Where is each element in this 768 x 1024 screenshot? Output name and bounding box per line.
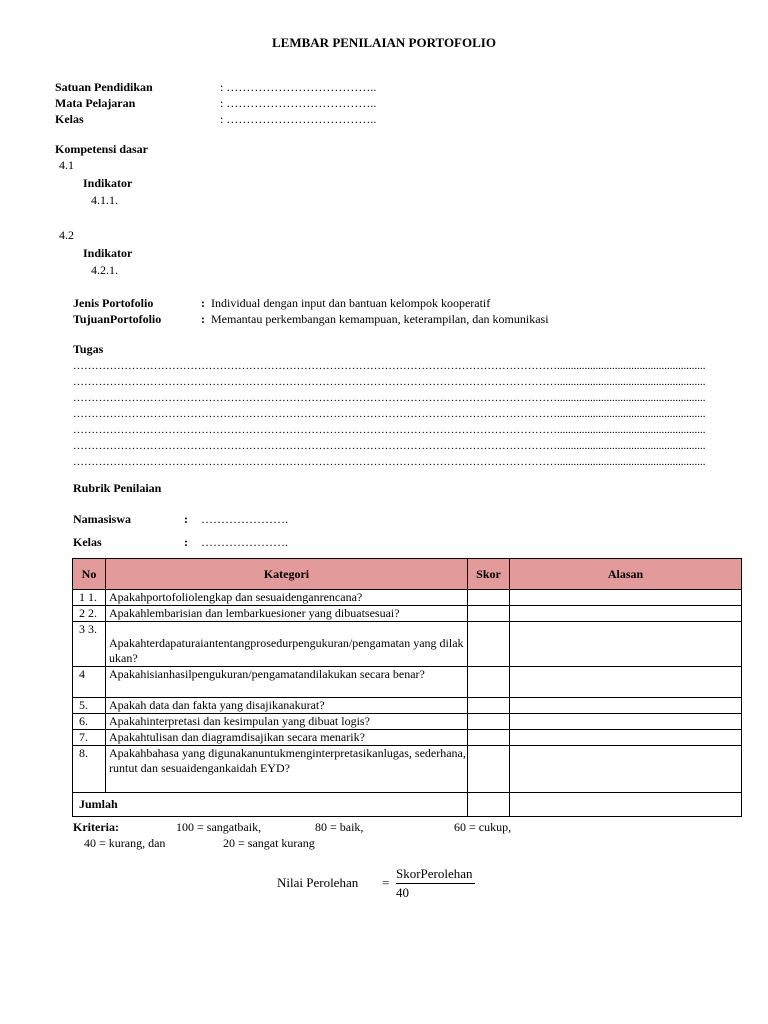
- kelas-value: : ………………………………..: [220, 112, 377, 126]
- header-no: No: [73, 559, 106, 590]
- skor-cell[interactable]: [468, 746, 510, 793]
- kriteria-60: 60 = cukup,: [454, 820, 512, 834]
- row-kategori: Apakahlembarisian dan lembarkuesioner yang dibuatsesuai?: [106, 606, 468, 622]
- kriteria-40: 40 = kurang, dan: [84, 836, 166, 850]
- formula-equals: =: [382, 875, 390, 890]
- skor-cell[interactable]: [468, 730, 510, 746]
- row-no: 6.: [73, 714, 106, 730]
- jumlah-alasan-cell[interactable]: [510, 793, 742, 817]
- skor-cell[interactable]: [468, 667, 510, 698]
- colon: :: [184, 535, 188, 549]
- header-alasan: Alasan: [510, 559, 742, 590]
- jenis-portofolio-label: Jenis Portofolio: [73, 296, 154, 310]
- kelas-label: Kelas: [55, 112, 84, 126]
- table-row: [73, 590, 742, 606]
- table-row: [73, 714, 742, 730]
- tujuan-portofolio-label: TujuanPortofolio: [73, 312, 162, 326]
- row-kategori: Apakah data dan fakta yang disajikanakurat?: [106, 698, 468, 714]
- skor-cell[interactable]: [468, 622, 510, 667]
- indikator-label: Indikator: [83, 246, 133, 260]
- page-title: LEMBAR PENILAIAN PORTOFOLIO: [272, 35, 496, 50]
- header-kategori: Kategori: [106, 559, 468, 590]
- alasan-cell[interactable]: [510, 698, 742, 714]
- indikator-label: Indikator: [83, 176, 133, 190]
- table-row: [73, 606, 742, 622]
- tugas-line: ……………………………………………………………………………………………………………………......................................................: [73, 440, 706, 452]
- row-kategori: Apakahportofoliolengkap dan sesuaidenganrencana?: [106, 590, 468, 606]
- kriteria-100: 100 = sangatbaik,: [176, 820, 262, 834]
- kriteria-80: 80 = baik,: [315, 820, 364, 834]
- mapel-value: : ………………………………..: [220, 96, 377, 110]
- table-row: [73, 698, 742, 714]
- mapel-label: Mata Pelajaran: [55, 96, 136, 110]
- skor-cell[interactable]: [468, 698, 510, 714]
- formula-denominator: 40: [396, 885, 409, 900]
- row-kategori: Apakahtulisan dan diagramdisajikan secara menarik?: [106, 730, 468, 746]
- table-row: [73, 622, 742, 667]
- colon: :: [201, 312, 205, 326]
- tugas-line: ……………………………………………………………………………………………………………………......................................................: [73, 392, 706, 404]
- jumlah-row: [73, 793, 742, 817]
- jenis-portofolio-value: Individual dengan input dan bantuan kelompok kooperatif: [211, 296, 491, 310]
- kd-number: 4.1: [59, 158, 74, 172]
- kd-number: 4.2: [59, 228, 74, 242]
- alasan-cell[interactable]: [510, 714, 742, 730]
- colon: :: [184, 512, 188, 526]
- tugas-line: ……………………………………………………………………………………………………………………......................................................: [73, 360, 706, 372]
- row-no: 2 2.: [73, 606, 106, 622]
- skor-cell[interactable]: [468, 606, 510, 622]
- colon: :: [201, 296, 205, 310]
- row-no: 8.: [73, 746, 106, 793]
- indikator-number: 4.1.1.: [91, 193, 118, 207]
- table-header-row: [73, 559, 742, 590]
- row-no: 3 3.: [73, 622, 106, 667]
- formula-numerator: SkorPerolehan: [396, 866, 475, 884]
- tugas-heading: Tugas: [73, 342, 104, 356]
- nama-siswa-value: ………………….: [201, 512, 288, 526]
- jumlah-skor-cell[interactable]: [468, 793, 510, 817]
- table-row: [73, 746, 742, 793]
- kriteria-20: 20 = sangat kurang: [223, 836, 315, 850]
- tugas-line: ……………………………………………………………………………………………………………………......................................................: [73, 456, 706, 468]
- row-no: 4: [73, 667, 106, 698]
- kriteria-label: Kriteria:: [73, 820, 119, 834]
- alasan-cell[interactable]: [510, 730, 742, 746]
- row-kategori: Apakahinterpretasi dan kesimpulan yang dibuat logis?: [106, 714, 468, 730]
- table-row: [73, 730, 742, 746]
- header-skor: Skor: [468, 559, 510, 590]
- jumlah-label: Jumlah: [73, 793, 468, 817]
- tugas-line: ……………………………………………………………………………………………………………………......................................................: [73, 424, 706, 436]
- row-no: 1 1.: [73, 590, 106, 606]
- row-kategori: Apakahisianhasilpengukuran/pengamatandilakukan secara benar?: [106, 667, 468, 698]
- rubric-table: [72, 558, 742, 817]
- formula-fraction: [396, 866, 475, 901]
- kelas-siswa-value: ………………….: [201, 535, 288, 549]
- row-kategori: Apakahbahasa yang digunakanuntukmenginterpretasikanlugas, sederhana, runtut dan sesuaidengankaidah EYD?: [106, 746, 468, 793]
- alasan-cell[interactable]: [510, 667, 742, 698]
- kelas-siswa-label: Kelas: [73, 535, 102, 549]
- alasan-cell[interactable]: [510, 622, 742, 667]
- tujuan-portofolio-value: Memantau perkembangan kemampuan, keterampilan, dan komunikasi: [211, 312, 549, 326]
- row-no: 7.: [73, 730, 106, 746]
- skor-cell[interactable]: [468, 714, 510, 730]
- nama-siswa-label: Namasiswa: [73, 512, 132, 526]
- alasan-cell[interactable]: [510, 606, 742, 622]
- table-row: [73, 667, 742, 698]
- rubrik-heading: Rubrik Penilaian: [73, 481, 162, 495]
- skor-cell[interactable]: [468, 590, 510, 606]
- tugas-line: ……………………………………………………………………………………………………………………......................................................: [73, 408, 706, 420]
- satuan-label: Satuan Pendidikan: [55, 80, 153, 94]
- alasan-cell[interactable]: [510, 590, 742, 606]
- formula-lhs: Nilai Perolehan: [277, 875, 359, 890]
- alasan-cell[interactable]: [510, 746, 742, 793]
- tugas-line: ……………………………………………………………………………………………………………………......................................................: [73, 376, 706, 388]
- row-kategori: Apakahterdapaturaiantentangprosedurpengukuran/pengamatan yang dilakukan?: [106, 622, 468, 667]
- satuan-value: : ………………………………..: [220, 80, 377, 94]
- indikator-number: 4.2.1.: [91, 263, 118, 277]
- kd-heading: Kompetensi dasar: [55, 142, 148, 156]
- row-no: 5.: [73, 698, 106, 714]
